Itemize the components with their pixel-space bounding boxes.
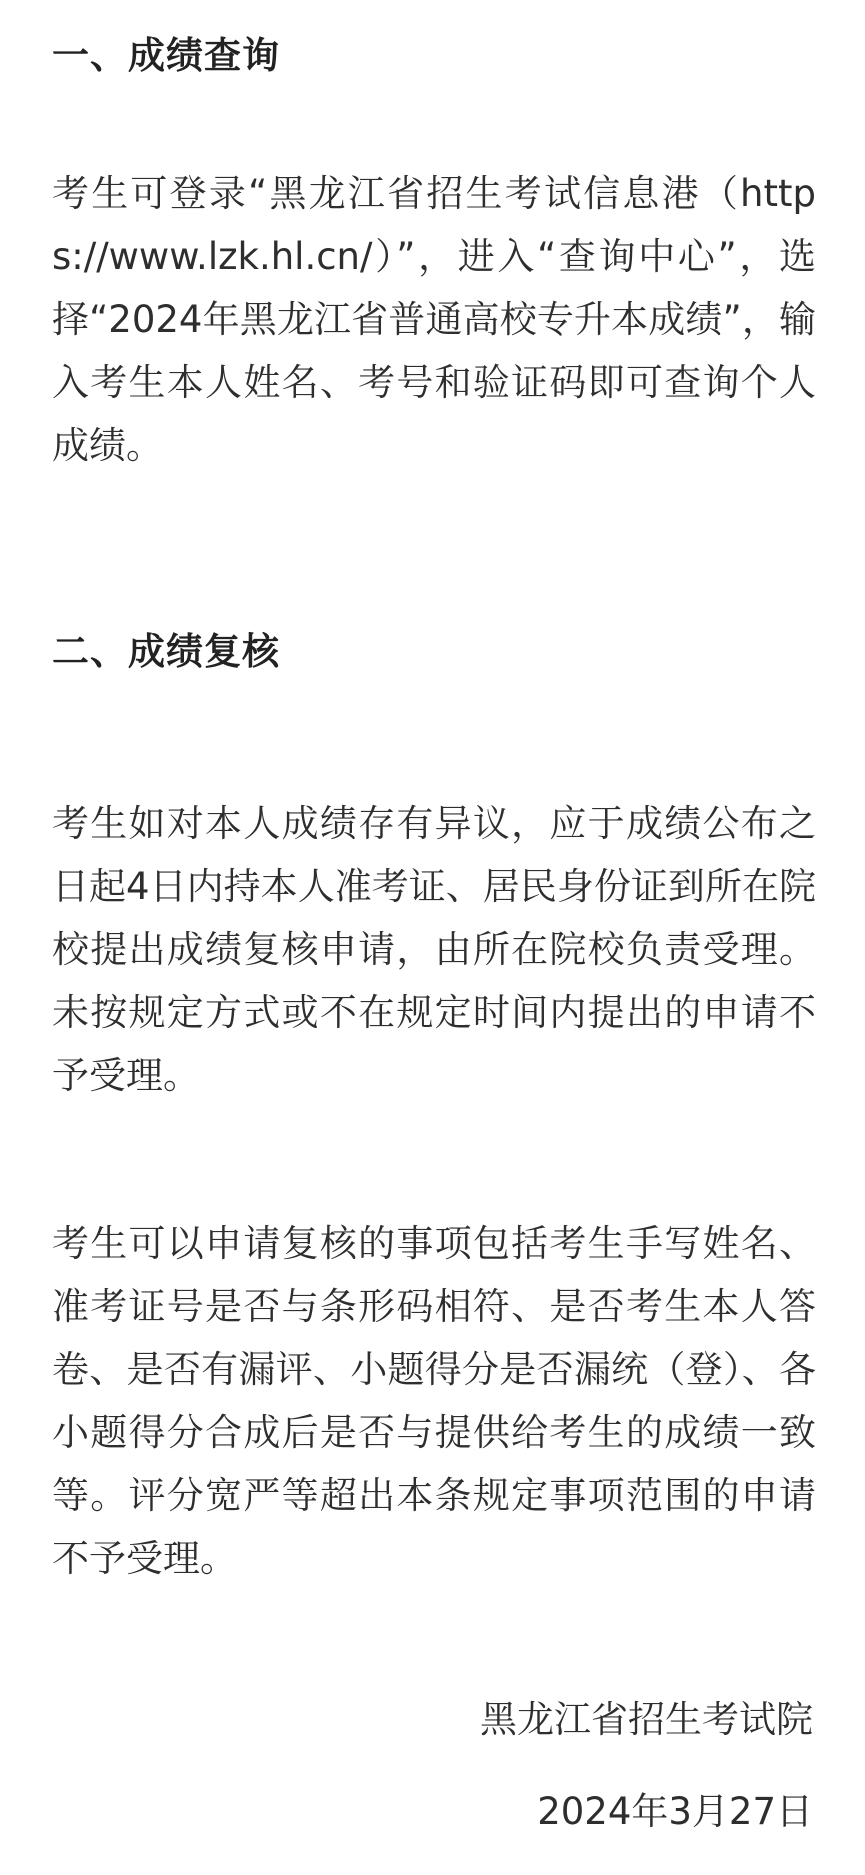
signature-date: 2024年3月27日 — [537, 1790, 813, 1833]
paragraph-score-query: 考生可登录“黑龙江省招生考试信息港（https://www.lzk.hl.cn/）”，进入“查询中心”，选择“2024年黑龙江省普通高校专升本成绩”，输入考生本人姓名、考号和验证码即可查询个人成绩。 — [52, 172, 816, 467]
signature-organization: 黑龙江省招生考试院 — [480, 1698, 813, 1741]
paragraph-review-scope: 考生可以申请复核的事项包括考生手写姓名、准考证号是否与条形码相符、是否考生本人答卷、是否有漏评、小题得分是否漏统（登）、各小题得分合成后是否与提供给考生的成绩一致等。评分宽严等超出本条规定事项范围的申请不予受理。 — [52, 1222, 816, 1580]
section-heading-score-review: 二、成绩复核 — [52, 630, 280, 673]
paragraph-review-application: 考生如对本人成绩存有异议，应于成绩公布之日起4日内持本人准考证、居民身份证到所在院校提出成绩复核申请，由所在院校负责受理。未按规定方式或不在规定时间内提出的申请不予受理。 — [52, 802, 816, 1097]
section-heading-score-query: 一、成绩查询 — [52, 34, 280, 77]
